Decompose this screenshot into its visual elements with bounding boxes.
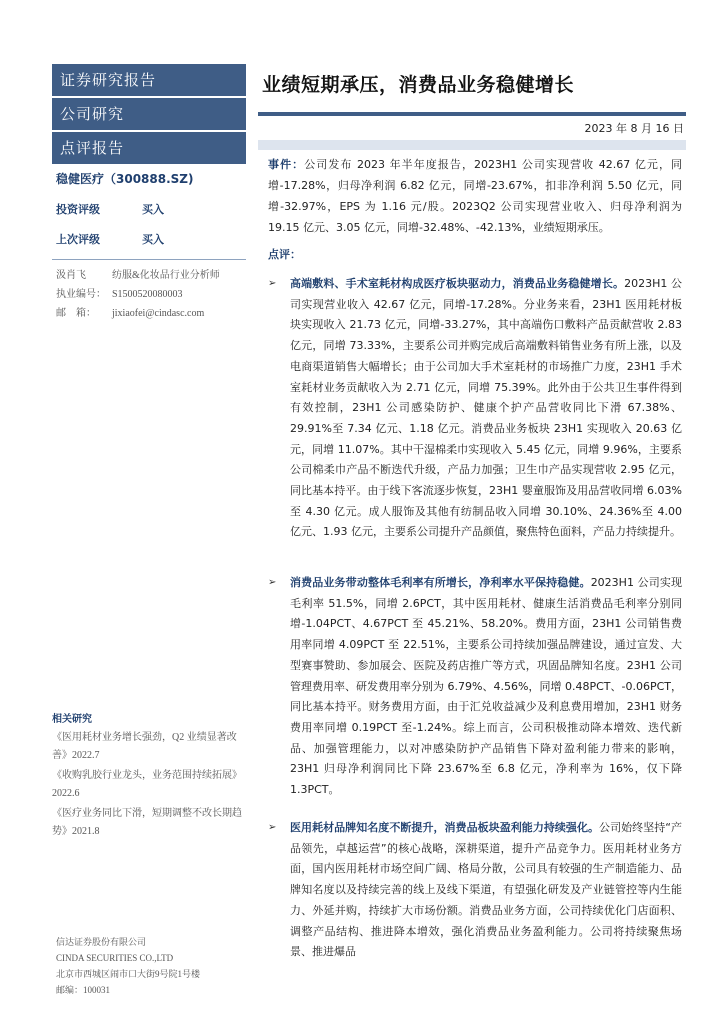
prev-rating-value: 买入: [142, 233, 164, 246]
related-item[interactable]: 《医疗业务同比下滑，短期调整不改长期趋势》2021.8: [52, 808, 242, 837]
bullet-arrow-icon: ➢: [268, 822, 277, 833]
sub-category-banner: 点评报告: [52, 132, 246, 164]
analyst-info: [52, 266, 246, 323]
point-text: 2023H1 公司实现毛利率 51.5%，同增 2.6PCT，其中医用耗材、健康生活消费品毛利率分别同增-1.04PCT、4.67PCT 至 45.21%、58.20%。费用方面，23H1 公司销售费用率同增 4.09PCT 至 22.51%，主要系公司持续加强品牌建设，通过宣发、大型赛事赞助、参加展会、医院及药店推广等方式，巩固品牌知名度。23H1 公司管理费用率、研发费用率分别为 6.79%、4.56%，同增 0.48PCT、-0.06PCT，同比基本持平。财务费用方面，由于汇兑收益减少及利息费用增加，23H1 财务费用率同增 0.19PCT 至-1.24%。综上而言，公司积极推动降本增效、迭代新品、加强管理能力，以对冲感染防护产品销售下降对盈利能力带来的影响，23H1 归母净利润同比下降 23.67%至 6.8 亿元，净利率为 16%，仅下降 1.3PCT。: [290, 576, 682, 797]
review-point: [268, 274, 682, 543]
company-name-cn: 信达证券股份有限公司: [56, 937, 147, 947]
bullet-arrow-icon: ➢: [268, 577, 277, 588]
title-rule: [258, 112, 686, 116]
report-title: 业绩短期承压，消费品业务稳健增长: [262, 74, 575, 96]
report-date: 2023 年 8 月 16 日: [584, 122, 684, 135]
related-research: [52, 710, 246, 843]
email-label: 邮 箱：: [56, 308, 96, 319]
bullet-arrow-icon: ➢: [268, 278, 277, 289]
license-number: S1500520080003: [112, 289, 183, 300]
prev-rating-label: 上次评级: [56, 233, 100, 246]
review-point: [268, 573, 682, 801]
event-paragraph: [268, 154, 682, 238]
date-band: [258, 140, 686, 150]
sidebar: [52, 64, 246, 323]
event-label: 事件：: [268, 158, 305, 171]
prev-rating-row: [56, 231, 246, 247]
company-name-en: CINDA SECURITIES CO.,LTD: [56, 953, 174, 963]
related-item[interactable]: 《收购乳胶行业龙头，业务范围持续拓展》2022.6: [52, 770, 242, 799]
analyst-name: 汲肖飞: [56, 270, 86, 281]
company-postcode: 邮编：100031: [56, 985, 111, 995]
license-label: 执业编号：: [56, 289, 106, 300]
point-heading: 高端敷料、手术室耗材构成医疗板块驱动力，消费品业务稳健增长。: [290, 277, 625, 290]
review-label: 点评：: [268, 248, 301, 261]
point-text: 2023H1 公司实现营业收入 42.67 亿元，同增-17.28%。分业务来看，23H1 医用耗材板块实现收入 21.73 亿元，同增-33.27%，其中高端伤口敷料产品贡献营收 2.83 亿元，同增 73.33%，主要系公司并购完成后高端敷料销售业务有所上涨，以及电商渠道销售大幅增长；由于公司加大手术室耗材的市场推广力度，23H1 手术室耗材业务贡献收入为 2.71 亿元，同增 75.39%。此外由于公共卫生事件得到有效控制，23H1 公司感染防护、健康个护产品营收同比下滑 67.38%、29.91%至 7.34 亿元、1.18 亿元。消费品业务板块 23H1 实现收入 20.63 亿元，同增 11.07%。其中干湿棉柔巾实现收入 5.45 亿元，同增 9.96%，主要系公司棉柔巾产品不断迭代升级，产品力加强；卫生巾产品实现营收 2.95 亿元，同比基本持平。由于线下客流逐步恢复，23H1 婴童服饰及用品营收同增 6.03%至 4.30 亿元。成人服饰及其他有纺制品收入同增 30.10%、24.36%至 4.00 亿元、1.93 亿元，主要系公司提升产品颜值，聚焦特色面料，产品力持续提升。: [290, 277, 683, 539]
email-link[interactable]: jixiaofei@cindasc.com: [112, 308, 205, 319]
sidebar-divider: [52, 259, 246, 260]
stock-name: 稳健医疗（300888.SZ): [56, 172, 194, 186]
point-heading: 医用耗材品牌知名度不断提升，消费品板块盈利能力持续强化。: [290, 821, 600, 834]
related-item[interactable]: 《医用耗材业务增长强劲，Q2 业绩显著改善》2022.7: [52, 732, 237, 761]
point-heading: 消费品业务带动整体毛利率有所增长，净利率水平保持稳健。: [290, 576, 591, 589]
company-info: [56, 934, 250, 998]
rating-row: [56, 201, 246, 217]
analyst-title: 纺服&化妆品行业分析师: [112, 270, 220, 281]
rating-label: 投资评级: [56, 203, 100, 216]
related-heading: 相关研究: [52, 714, 92, 725]
event-text: 公司发布 2023 年半年度报告，2023H1 公司实现营收 42.67 亿元，同增-17.28%，归母净利润 6.82 亿元，同增-23.67%，扣非净利润 5.50 亿元，同增-32.97%，EPS 为 1.16 元/股。2023Q2 公司实现营业收入、归母净利润为 19.15 亿元、3.05 亿元，同增-32.48%、-42.13%，业绩短期承压。: [268, 158, 683, 234]
review-point: [268, 818, 682, 963]
category-banner: 公司研究: [52, 98, 246, 130]
point-text: 公司始终坚持“产品领先，卓越运营”的核心战略，深耕渠道，提升产品竞争力。医用耗材业务方面，国内医用耗材市场空间广阔、格局分散，公司具有较强的生产制造能力、品牌知名度以及持续完善的线上及线下渠道，有望强化研发及产业链管控等内生能力、外延并购，持续扩大市场份额。消费品业务方面，公司持续优化门店面积、调整产品结构、推进降本增效，强化消费品业务盈利能力。公司将持续聚焦场景、推进爆品: [290, 821, 683, 959]
company-address: 北京市西城区闹市口大街9号院1号楼: [56, 969, 201, 979]
rating-value: 买入: [142, 203, 164, 216]
report-type-banner: 证券研究报告: [52, 64, 246, 96]
